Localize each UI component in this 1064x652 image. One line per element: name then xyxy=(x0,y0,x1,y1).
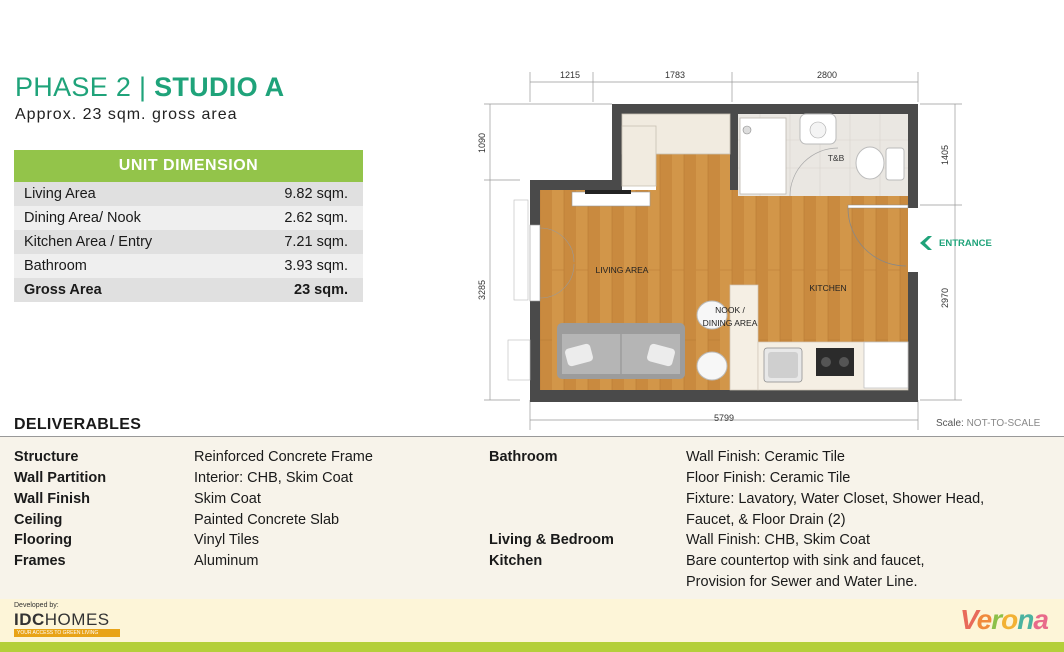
deliverable-value: Interior: CHB, Skim Coat xyxy=(194,470,353,486)
tv-console xyxy=(572,192,650,206)
refrigerator xyxy=(864,342,908,388)
dim-top-1: 1215 xyxy=(559,70,581,80)
unit-dimension-table xyxy=(14,150,363,302)
developer-logo xyxy=(14,610,110,630)
dimension-rows xyxy=(14,182,363,302)
stool-2 xyxy=(697,352,727,380)
room-label-kitchen: KITCHEN xyxy=(809,283,847,293)
window-left xyxy=(530,225,540,301)
deliverable-key: Wall Partition xyxy=(14,470,107,486)
shower-head-icon xyxy=(743,126,751,134)
unit-dimension-title: UNIT DIMENSION xyxy=(14,150,363,182)
dimension-row-bathroom xyxy=(14,254,363,278)
footer-accent-bar xyxy=(0,642,1064,652)
room-label-tb: T&B xyxy=(827,153,845,163)
dining-counter xyxy=(730,285,758,390)
deliverable-key-kitchen: Kitchen xyxy=(489,553,543,569)
dimension-label: Dining Area/ Nook xyxy=(24,210,141,226)
deliverable-value: Floor Finish: Ceramic Tile xyxy=(686,470,851,486)
entrance-label: ENTRANCE xyxy=(939,238,992,249)
footer xyxy=(0,599,1064,642)
dim-top-3: 2800 xyxy=(816,70,838,80)
phase-label: PHASE 2 xyxy=(15,72,132,102)
deliverable-value: Vinyl Tiles xyxy=(194,532,260,548)
scale-note xyxy=(936,418,1040,429)
page-title xyxy=(15,72,284,103)
deliverable-key: Frames xyxy=(14,553,66,569)
dimension-value: 7.21 sqm. xyxy=(284,234,348,250)
dimension-value: 23 sqm. xyxy=(294,282,348,298)
dim-right-1: 1405 xyxy=(940,144,950,166)
deliverable-value: Reinforced Concrete Frame xyxy=(194,449,373,465)
dim-left-1: 1090 xyxy=(477,132,487,154)
dim-top-2: 1783 xyxy=(664,70,686,80)
deliverable-value: Fixture: Lavatory, Water Closet, Shower Head, xyxy=(686,491,985,507)
floor-plan xyxy=(470,62,1060,434)
entrance-arrow-icon xyxy=(920,236,932,250)
unit-name: STUDIO A xyxy=(154,72,285,102)
room-label-nook: NOOK / xyxy=(715,305,745,315)
scale-value: NOT-TO-SCALE xyxy=(966,418,1041,429)
water-closet xyxy=(856,147,884,179)
dim-right-2: 2970 xyxy=(940,287,950,309)
title-separator: | xyxy=(131,72,155,102)
project-logo: Verona xyxy=(960,604,1048,635)
gross-area-subtitle: Approx. 23 sqm. gross area xyxy=(15,106,238,123)
deliverable-value: Painted Concrete Slab xyxy=(194,512,340,528)
dimension-row-dining xyxy=(14,206,363,230)
deliverables-title: DELIVERABLES xyxy=(14,416,142,433)
deliverable-value: Wall Finish: CHB, Skim Coat xyxy=(686,532,870,548)
dimension-row-kitchen xyxy=(14,230,363,254)
dimension-value: 2.62 sqm. xyxy=(284,210,348,226)
dimension-row-gross xyxy=(14,278,363,302)
dimension-row-living xyxy=(14,182,363,206)
scale-label: Scale: xyxy=(936,418,964,429)
dimension-value: 9.82 sqm. xyxy=(284,186,348,202)
dim-bottom: 5799 xyxy=(713,413,735,423)
dimension-label: Living Area xyxy=(24,186,96,202)
deliverable-key-bathroom: Bathroom xyxy=(489,449,558,465)
developer-logo-rest: HOMES xyxy=(44,610,110,629)
deliverable-value: Provision for Sewer and Water Line. xyxy=(686,574,918,590)
deliverable-value: Faucet, & Floor Drain (2) xyxy=(686,512,846,528)
deliverable-value: Wall Finish: Ceramic Tile xyxy=(686,449,845,465)
deliverable-value: Bare countertop with sink and faucet, xyxy=(686,553,925,569)
room-label-living: LIVING AREA xyxy=(595,265,649,275)
deliverable-key: Flooring xyxy=(14,532,72,548)
tv xyxy=(585,190,631,194)
deliverable-value: Aluminum xyxy=(194,553,259,569)
developer-tagline: YOUR ACCESS TO GREEN LIVING xyxy=(14,629,120,637)
deliverable-key: Structure xyxy=(14,449,79,465)
dimension-label: Bathroom xyxy=(24,258,87,274)
deliverable-key: Ceiling xyxy=(14,512,63,528)
deliverable-value: Skim Coat xyxy=(194,491,261,507)
developed-by-label: Developed by: xyxy=(14,602,59,609)
dim-left-2: 3285 xyxy=(477,279,487,301)
dimension-label: Gross Area xyxy=(24,282,102,298)
room-label-dining: DINING AREA xyxy=(702,318,758,328)
dimension-label: Kitchen Area / Entry xyxy=(24,234,153,250)
deliverable-key: Wall Finish xyxy=(14,491,90,507)
developer-logo-bold: IDC xyxy=(14,610,45,629)
deliverable-key-living: Living & Bedroom xyxy=(489,532,614,548)
dimension-value: 3.93 sqm. xyxy=(284,258,348,274)
